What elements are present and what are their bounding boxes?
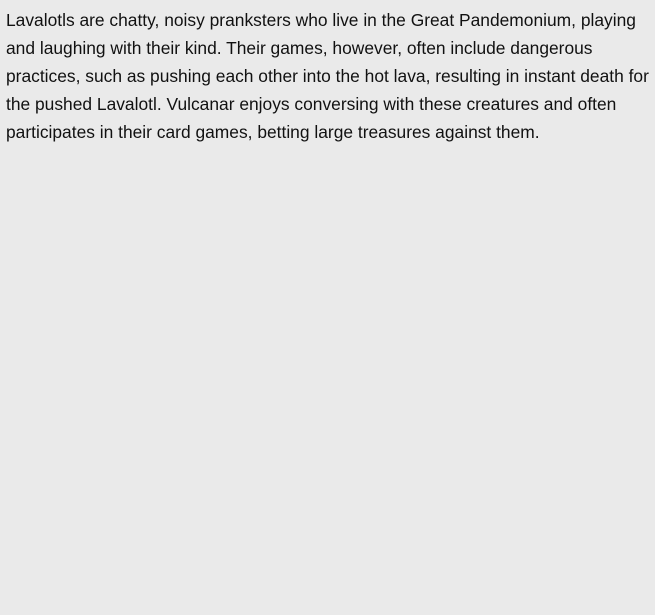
body-paragraph: Lavalotls are chatty, noisy pranksters who live in the Great Pandemonium, playing and laughing with their kind. Their games, however, often include dangerous practices, such as pushing each other into the hot lava, resulting in instant death for the pushed Lavalotl. Vulcanar enjoys conversing with these creatures and often participates in their card games, betting large treasures against them.: [6, 10, 649, 142]
